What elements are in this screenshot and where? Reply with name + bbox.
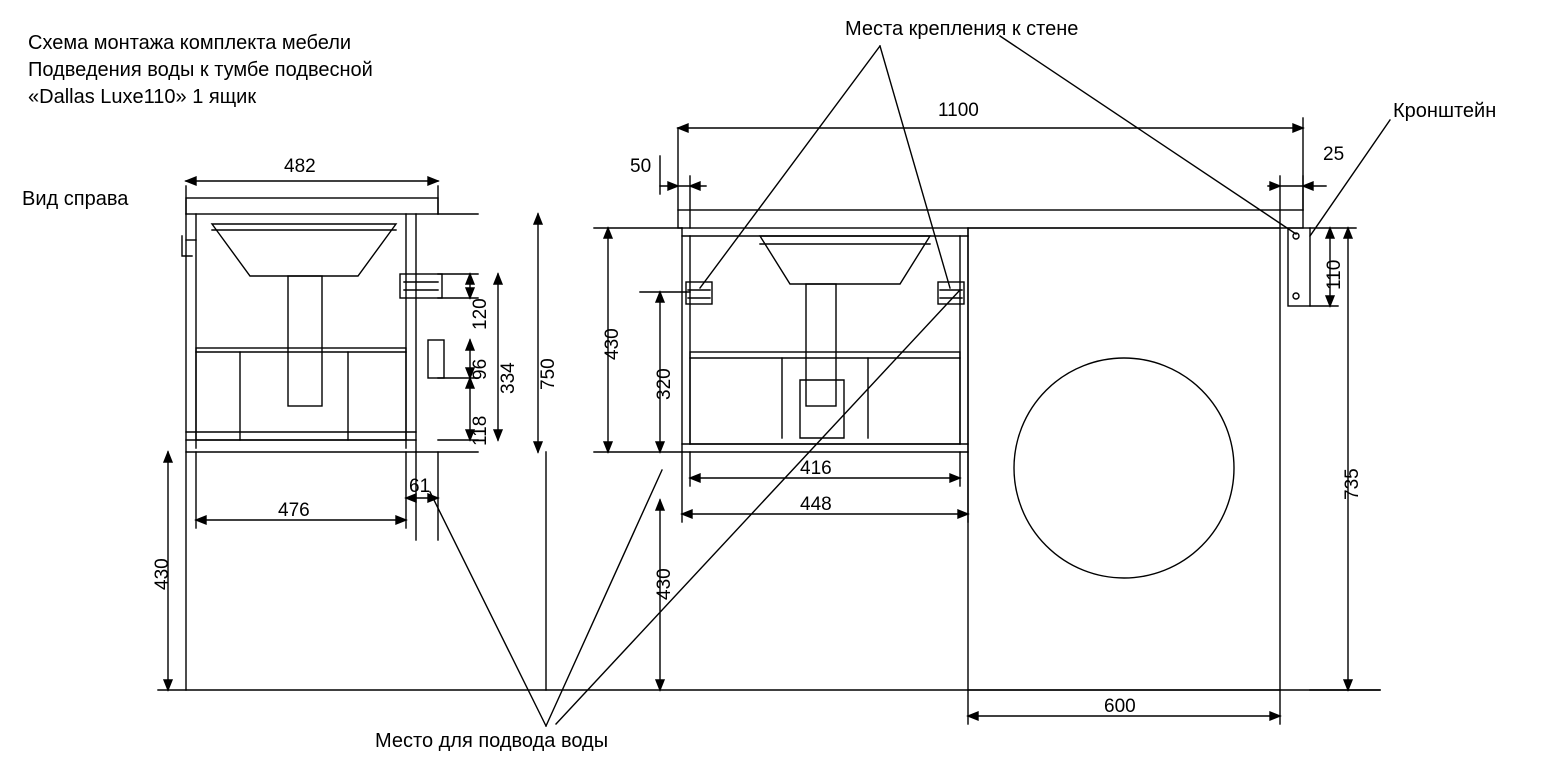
dim-430-front-top: 430 (602, 328, 623, 360)
dim-25: 25 (1323, 144, 1345, 165)
dim-50: 50 (630, 156, 652, 177)
title-line-3: «Dallas Luxe110» 1 ящик (28, 86, 257, 108)
label-bracket: Кронштейн (1393, 100, 1497, 122)
label-right-view: Вид справа (22, 188, 129, 210)
dim-476: 476 (278, 500, 310, 521)
dim-320: 320 (654, 368, 675, 400)
dim-482: 482 (284, 156, 316, 177)
dim-430-side: 430 (152, 558, 173, 590)
dim-1100: 1100 (938, 100, 979, 121)
dim-120: 120 (470, 298, 491, 330)
dim-735: 735 (1342, 468, 1363, 500)
dim-600: 600 (1104, 696, 1136, 717)
dim-118: 118 (470, 415, 491, 446)
label-water-supply: Место для подвода воды (375, 730, 609, 752)
dim-110: 110 (1324, 259, 1345, 290)
dim-750: 750 (538, 358, 559, 390)
dim-448: 448 (800, 494, 832, 515)
dim-61: 61 (409, 476, 431, 497)
dim-334: 334 (498, 362, 519, 394)
title-line-2: Подведения воды к тумбе подвесной (28, 59, 373, 81)
title-line-1: Схема монтажа комплекта мебели (28, 32, 352, 54)
label-wall-mount-points: Места крепления к стене (845, 18, 1079, 40)
dim-430-front-bottom: 430 (654, 568, 675, 600)
dim-416: 416 (800, 458, 832, 479)
dim-96: 96 (470, 358, 491, 380)
